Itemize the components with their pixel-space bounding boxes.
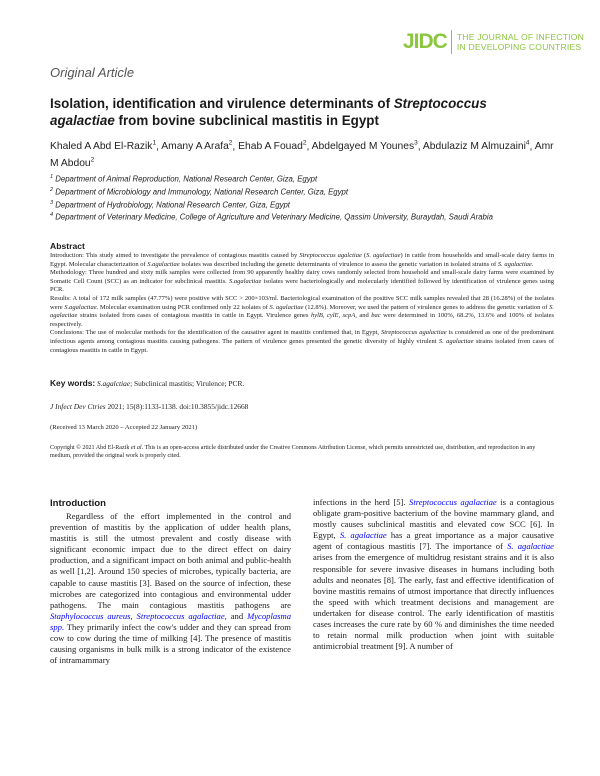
- author[interactable]: Khaled A Abd El-Razik$^1$: [50, 140, 157, 153]
- keywords-rest: ; Subclinical mastitis; Virulence; PCR.: [130, 379, 245, 388]
- abstract-heading: Abstract: [50, 241, 85, 251]
- logo-divider: [451, 30, 452, 54]
- copyright-notice: Copyright © 2021 Abd El-Razik et al. This is an open-access article distributed under the Creative Commons Attribution License, which permits unrestricted use, distribution, and reproduction in any medium, provided the original work is properly cited.: [50, 445, 536, 460]
- affiliation-item: $^4$ Department of Veterinary Medicine, College of Agriculture and Veterinary Medicine, Qassim University, Buraydah, Saudi Arabia: [50, 212, 493, 222]
- journal-name-line2: IN DEVELOPING COUNTRIES: [456, 42, 582, 52]
- affiliation-item: $^2$ Department of Microbiology and Immunology, National Research Center, Giza, Egypt: [50, 186, 349, 197]
- author[interactable]: Abdulaziz M Almuzaini$^4$: [422, 140, 530, 153]
- citation-journal: J Infect Dev Ctries: [50, 402, 106, 411]
- body-column-right: [313, 497, 554, 652]
- author-list: Khaled A Abd El-Razik$^1$, Amany A Arafa$^2$, Ehab A Fouad$^2$, Abdelgayed M Younes$^3$, Abdulaziz M Almuzaini$^4$, Amr M Abdou$^2$: [50, 140, 554, 170]
- introduction-paragraph-continued: infections in the herd [5]. Streptococcus agalactiae is a contagious obligate gram-positive bacterium of the bovine mammary gland, and mostly causes subclinical mastitis and elevated cow SCC [6]. In Egypt, S. agalactiae has a great importance as a major causative agent of contagious mastitis [7]. The importance of S. agalactiae arises from the emergence of multidrug resistant strains and it is also responsible for severe invasive diseases in humans including both adults and neonates [8]. The early, fast and effective identification of bovine mastitis remains of utmost importance that directly influences the speed with which treatment decisions and management are undertaken for disease control. The early identification of mastitis cases increases the cure rate by 60 % and diminishes the time needed to retain normal milk production when joint with suitable antimicrobial treatment [9]. A number of: [313, 497, 554, 652]
- affiliation-item: $^1$ Department of Animal Reproduction, National Research Center, Giza, Egypt: [50, 174, 318, 184]
- keywords-label: Key words:: [50, 378, 96, 388]
- introduction-paragraph: Regardless of the effort implemented in the control and prevention of mastitis by the application of udder health plans, mastitis is still the utmost prevalent and costly disease with significant economic impact due to the direct effect on dairy production, and a significant impact on both animal and public-health as well [1,2]. Around 150 species of microbes, typically bacteria, are capable to cause mastitis [3]. Based on the source of infection, these microbes are categorized into contagious and environmental udder pathogens. The main contagious mastitis pathogens are Staphylococcus aureus, Streptococcus agalactiae, and Mycoplasma spp. They primarily infect the cow's udder and they can spread from cow to cow during the time of milking [4]. The presence of mastitis causing organisms in bulk milk is a strong indicator of the existence of intramammary: [50, 511, 291, 666]
- journal-name: [457, 32, 584, 52]
- introduction-heading: Introduction: [50, 498, 106, 509]
- title-part1: Isolation, identification and virulence determinants of: [50, 96, 394, 111]
- citation-details[interactable]: 2021; 15(8):1133-1138. doi:10.3855/jidc.12668: [105, 402, 249, 411]
- affiliations: [50, 172, 555, 223]
- body-column-left: [50, 497, 291, 666]
- citation: [50, 402, 248, 411]
- received-dates: (Received 13 March 2020 – Accepted 22 January 2021): [50, 424, 198, 431]
- keywords: [50, 378, 554, 389]
- title-species: Streptococcus agalactiae: [50, 96, 487, 128]
- title-part2: from bovine subclinical mastitis in Egypt: [114, 112, 379, 128]
- abstract-conclusions: Conclusions: The use of molecular methods for the identification of the causative agent in mastitis confirmed that, in Egypt, Streptococcus agalactiae is considered as one of the predominant infectious agents among contagious mastitis causing pathogens. The pattern of virulence genes presented the genetic diversity of highly virulent S. agalactiae strains isolated from cases of contagious mastitis in cattle in Egypt.: [50, 329, 554, 354]
- author[interactable]: Amr M Abdou$^2$: [50, 141, 554, 170]
- article-type: Original Article: [50, 65, 135, 80]
- abstract-introduction: Introduction: This study aimed to investigate the prevalence of contagious mastitis caused by Streptococcus agalctiae (S. agalactiae) in cattle from households and small-scale dairy farms in Egypt. Molecular characterization of S.agalactiae isolates was described including the genetic determinants of virulence to assess the genetic variation in isolated strains of S. agalactiae.: [50, 252, 554, 268]
- abstract-methodology: Methodology: Three hundred and sixty milk samples were collected from 90 apparently healthy dairy cows randomly selected from household and small-scale dairy farms were examined by Somatic Cell Count (SCC) as an indicator for subclinical mastitis. S.agalactiae isolates were bacteriologically and molecularly identified followed by identification of virulence genes using PCR.: [50, 269, 554, 294]
- abstract-results: Results: A total of 172 milk samples (47.77%) were positive with SCC > 200×103/ml. Bacteriological examination of the positive SCC milk samples revealed that 28 (16.28%) of the isolates were S.agalactiae. Molecular examination using PCR confirmed only 22 isolates of S. agalactiae (12.8%). Moreover, we used the pattern of virulence genes to address the genetic variation of S. agalactiae strains isolated from cases of contagious mastitis in cattle in Egypt. Virulence genes hylB, cylE, scpA, and bac were determined in 100%, 68.2%, 13.6% and 100% of isolates respectively.: [50, 294, 554, 328]
- author[interactable]: Abdelgayed M Younes$^3$: [311, 140, 418, 153]
- author[interactable]: Amany A Arafa$^2$: [161, 140, 233, 153]
- abstract-section: [50, 241, 554, 355]
- journal-logo[interactable]: [403, 30, 584, 54]
- keyword-species: S.agalctiae: [97, 379, 131, 388]
- article-title: [50, 96, 550, 129]
- journal-logo-mark: JIDC: [403, 30, 447, 53]
- journal-name-line1: THE JOURNAL OF INFECTION: [456, 32, 585, 42]
- author[interactable]: Ehab A Fouad$^2$: [238, 140, 307, 153]
- affiliation-item: $^3$ Department of Hydrobiology, National Research Center, Giza, Egypt: [50, 199, 290, 210]
